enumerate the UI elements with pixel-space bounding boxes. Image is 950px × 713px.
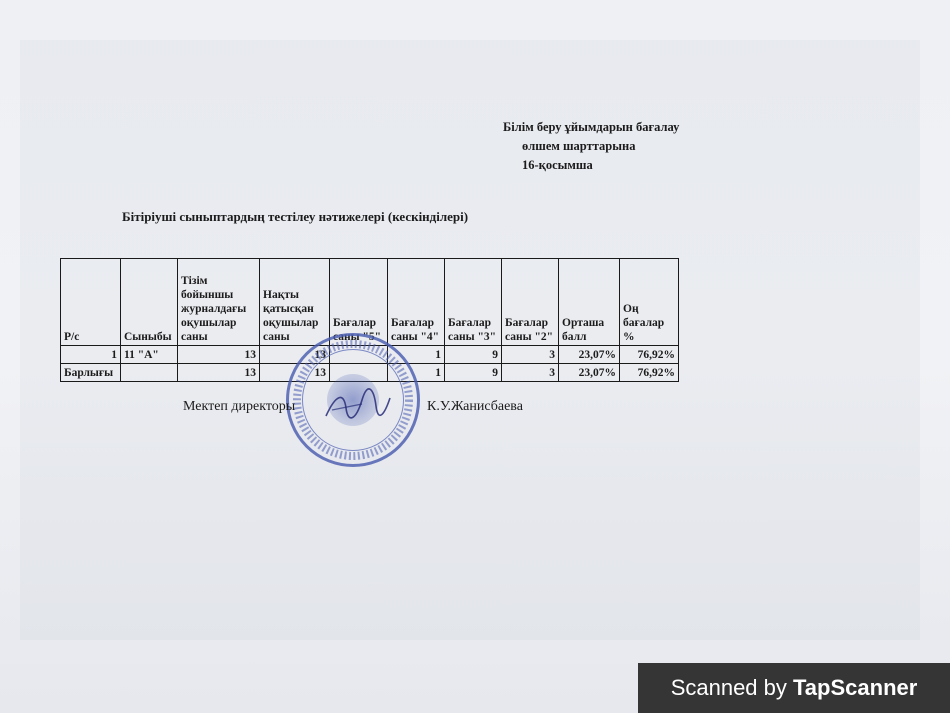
- header-grade-5: Бағалар саны "5": [330, 259, 388, 346]
- header-listed: Тізім бойыншы журналдағы оқушылар саны: [178, 259, 260, 346]
- header-actual: Нақты қатысқан оқушылар саны: [260, 259, 330, 346]
- cell-grade-4: 1: [388, 346, 445, 364]
- appendix-note-line3: 16-қосымша: [522, 158, 593, 172]
- total-grade-2: 3: [502, 364, 559, 382]
- table-header-row: [61, 259, 679, 346]
- total-label: Барлығы: [61, 364, 121, 382]
- header-class: Сыныбы: [121, 259, 178, 346]
- cell-grade-2: 3: [502, 346, 559, 364]
- cell-positive-percent: 76,92%: [620, 346, 679, 364]
- document-title: Бітіріуші сыныптардың тестілеу нәтижелері (кескінділері): [122, 209, 469, 224]
- scanner-watermark-bar: [638, 663, 950, 713]
- header-grade-4: Бағалар саны "4": [388, 259, 445, 346]
- header-positive-percent: Оң бағалар %: [620, 259, 679, 346]
- cell-actual: 13: [260, 346, 330, 364]
- total-actual: 13: [260, 364, 330, 382]
- total-positive-percent: 76,92%: [620, 364, 679, 382]
- header-num: Р/с: [61, 259, 121, 346]
- total-class: [121, 364, 178, 382]
- total-grade-3: 9: [445, 364, 502, 382]
- cell-class: 11 "А": [121, 346, 178, 364]
- header-average: Орташа балл: [559, 259, 620, 346]
- cell-average: 23,07%: [559, 346, 620, 364]
- header-grade-2: Бағалар саны "2": [502, 259, 559, 346]
- appendix-note-line2: өлшем шарттарына: [522, 139, 636, 153]
- header-grade-3: Бағалар саны "3": [445, 259, 502, 346]
- appendix-note: [503, 118, 713, 175]
- watermark-prefix: Scanned by: [670, 675, 793, 700]
- cell-listed: 13: [178, 346, 260, 364]
- director-signature-icon: [322, 386, 392, 426]
- total-listed: 13: [178, 364, 260, 382]
- director-name: К.У.Жанисбаева: [427, 399, 523, 414]
- cell-grade-3: 9: [445, 346, 502, 364]
- cell-num: 1: [61, 346, 121, 364]
- appendix-note-line1: Білім беру ұйымдарын бағалау: [503, 120, 680, 134]
- watermark-brand: TapScanner: [793, 675, 918, 700]
- total-grade-4: 1: [388, 364, 445, 382]
- total-average: 23,07%: [559, 364, 620, 382]
- director-role: Мектеп директоры: [183, 399, 296, 414]
